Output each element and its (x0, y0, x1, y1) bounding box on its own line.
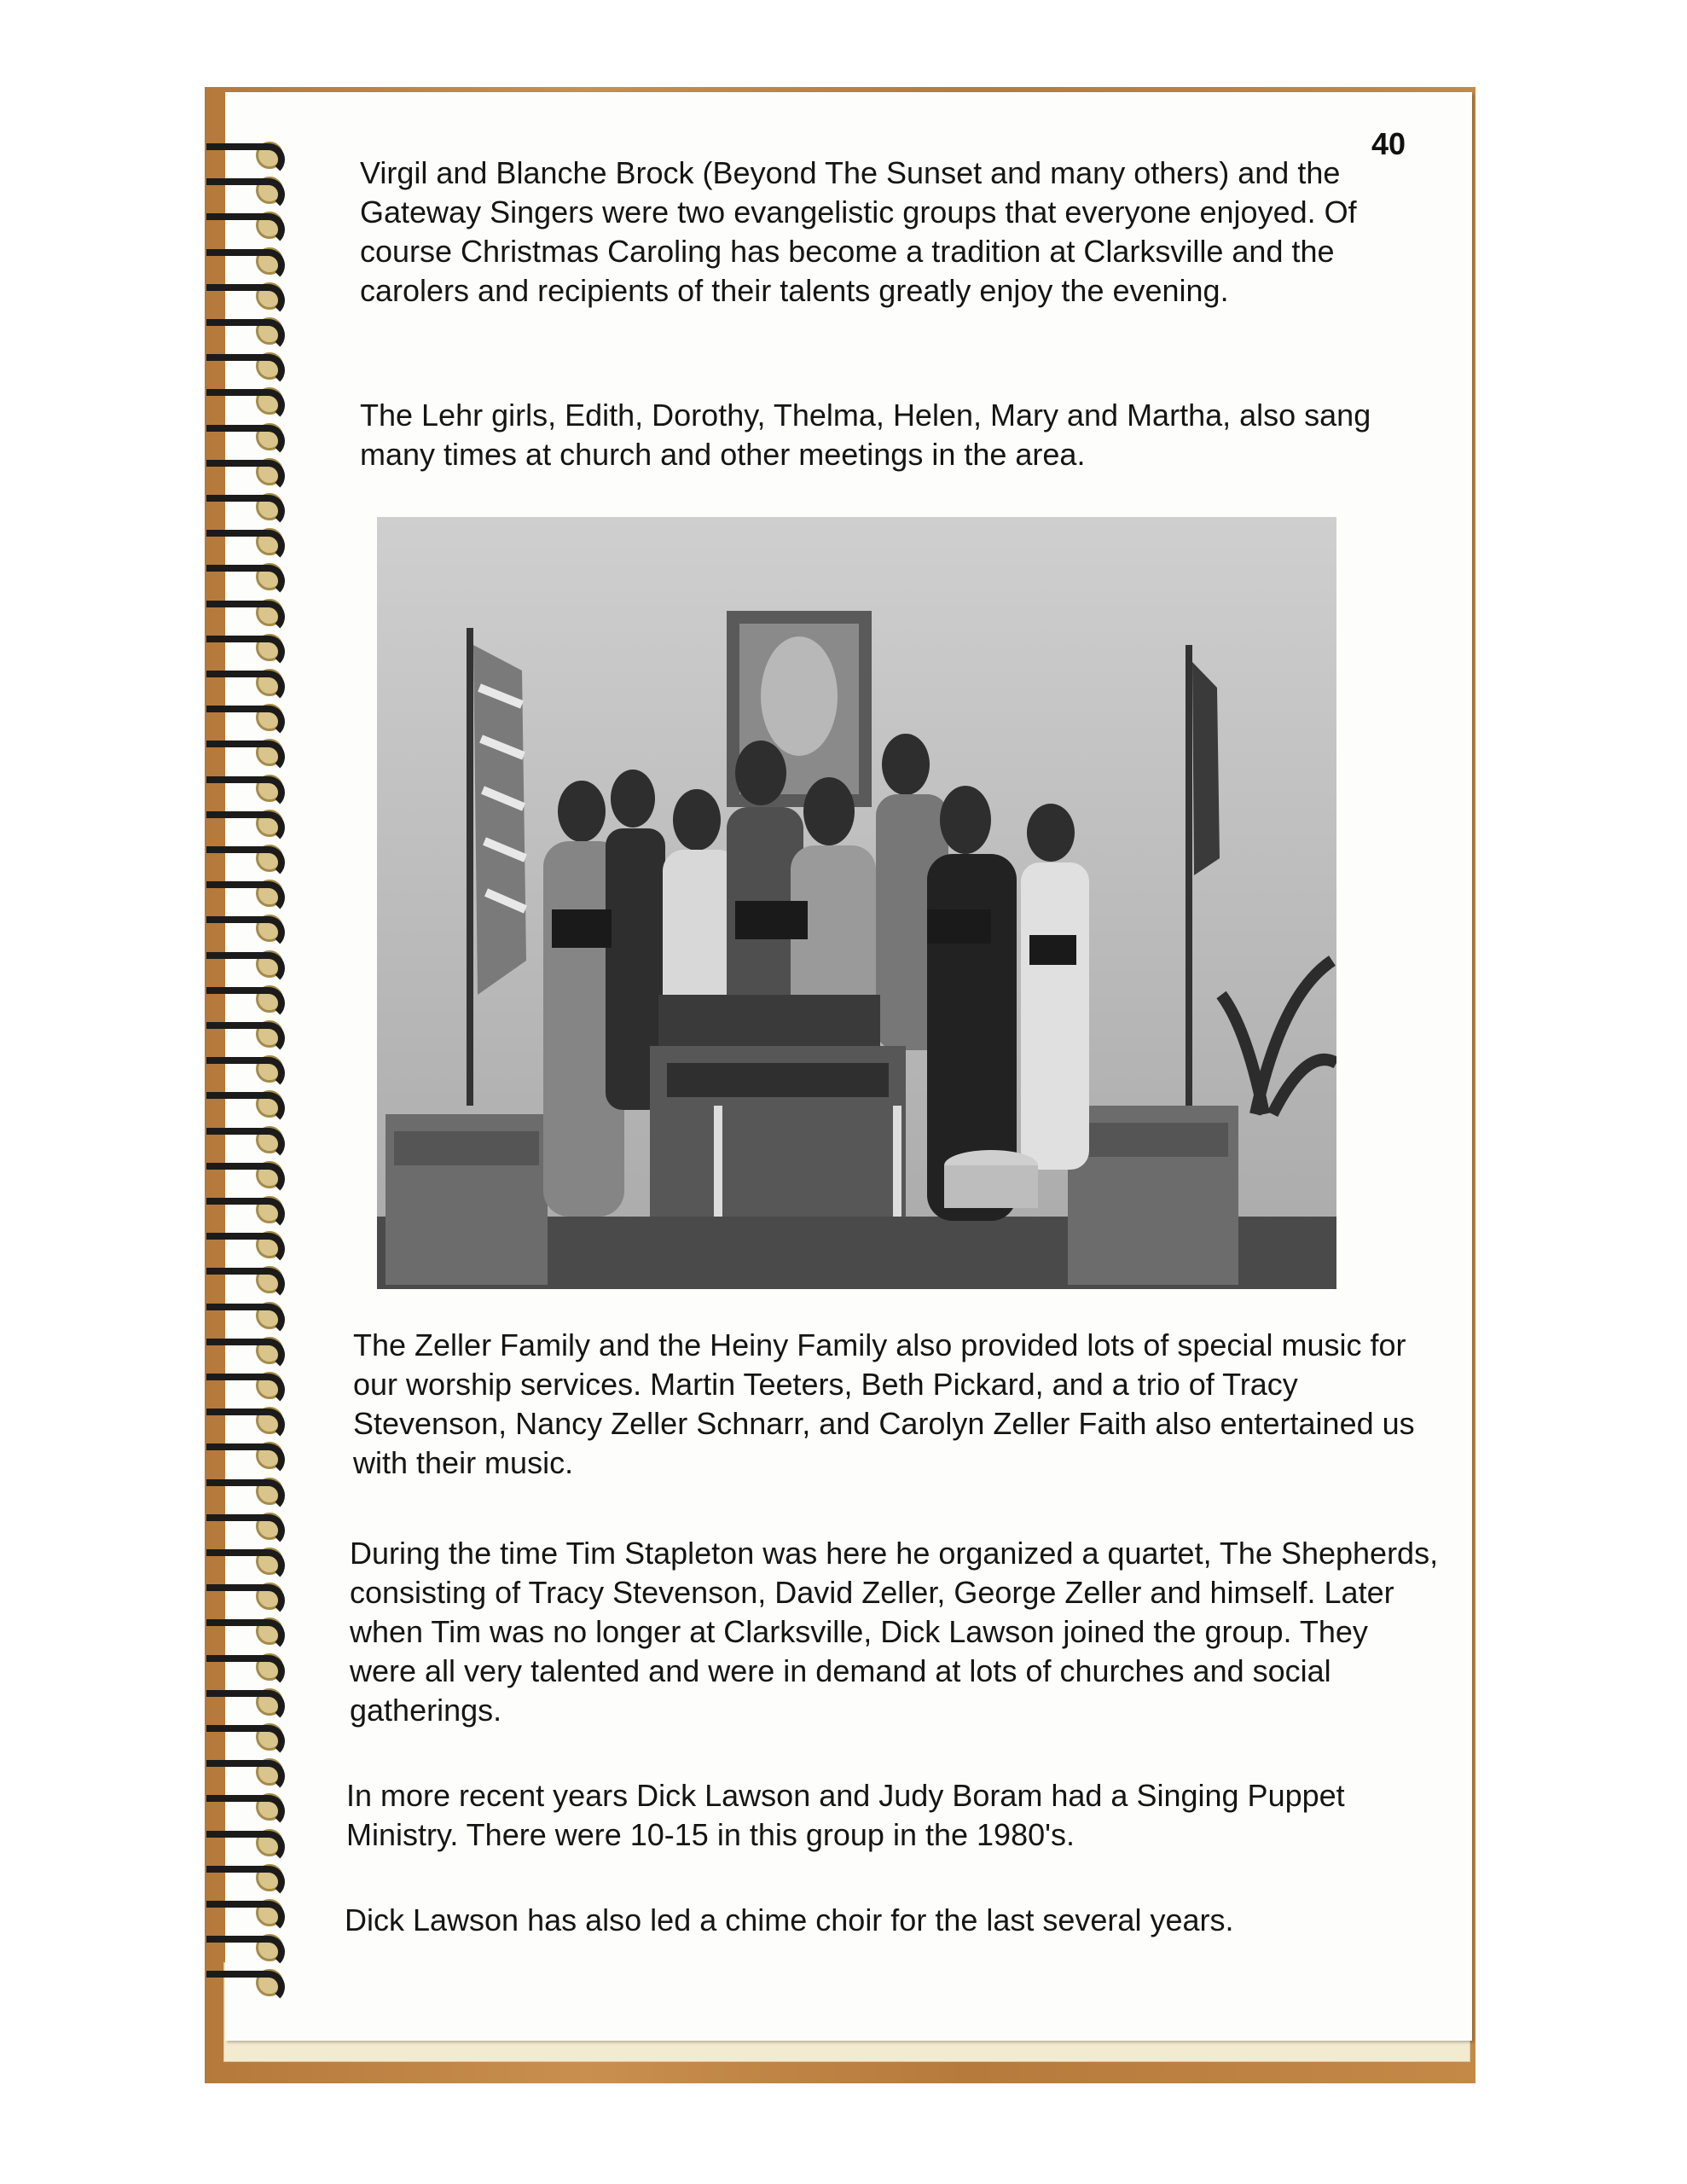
spiral-coil (203, 1437, 285, 1471)
spiral-coil (203, 594, 285, 628)
paragraph-chime-choir: Dick Lawson has also led a chime choir for the last several years. (345, 1902, 1234, 1937)
spiral-coil (203, 980, 285, 1014)
spiral-binding (203, 136, 297, 2013)
spiral-coil (203, 1648, 285, 1682)
spiral-coil (203, 874, 285, 909)
spiral-coil (203, 664, 285, 698)
paragraph-evangelistic-groups: Virgil and Blanche Brock (Beyond The Sunset and many others) and the Gateway Singers were two evangelistic groups that everyone enjoyed. Of course Christmas Caroling has become a tradition at Clarksville and the carolers and recipients of their talents greatly enjoy the evening. (360, 155, 1357, 308)
spiral-coil (203, 1367, 285, 1401)
spiral-coil (203, 453, 285, 487)
spiral-coil (203, 909, 285, 944)
spiral-coil (203, 523, 285, 557)
spiral-coil (203, 1859, 285, 1893)
spiral-coil (203, 558, 285, 592)
photo-illustration (377, 517, 1336, 1289)
spiral-coil (203, 206, 285, 241)
spiral-coil (203, 804, 285, 839)
spiral-coil (203, 347, 285, 381)
spiral-coil (203, 699, 285, 733)
spiral-coil (203, 945, 285, 979)
spiral-coil (203, 1894, 285, 1928)
group-singing-photo (377, 517, 1336, 1289)
spiral-coil (203, 734, 285, 768)
spiral-coil (203, 418, 285, 452)
spiral-coil (203, 1085, 285, 1119)
spiral-coil (203, 171, 285, 206)
spiral-coil (203, 1402, 285, 1436)
spiral-coil (203, 1121, 285, 1155)
spiral-coil (203, 1542, 285, 1577)
spiral-coil (203, 1472, 285, 1507)
spiral-coil (203, 1964, 285, 1998)
spiral-coil (203, 1297, 285, 1331)
book-page (225, 92, 1472, 2041)
spiral-coil (203, 1507, 285, 1542)
spiral-coil (203, 1753, 285, 1787)
spiral-coil (203, 1261, 285, 1295)
spiral-coil (203, 242, 285, 276)
spiral-coil (203, 1226, 285, 1260)
spiral-coil (203, 382, 285, 416)
spiral-coil (203, 1612, 285, 1647)
spiral-coil (203, 1191, 285, 1225)
spiral-coil (203, 770, 285, 804)
spiral-coil (203, 1683, 285, 1717)
spiral-coil (203, 1929, 285, 1963)
paragraph-the-shepherds-quartet: During the time Tim Stapleton was here he organized a quartet, The Shepherds, consisting of Tracy Stevenson, David Zeller, George Zeller and himself. Later when Tim was no longer at Clarksville, Dick Lawson joined the group. They were all very talented and were in demand at lots of churches and social gatherings. (350, 1536, 1439, 1728)
spiral-coil (203, 488, 285, 522)
spiral-coil (203, 839, 285, 874)
spiral-coil (203, 1788, 285, 1822)
spiral-coil (203, 312, 285, 346)
paragraph-singing-puppet-ministry: In more recent years Dick Lawson and Judy Boram had a Singing Puppet Ministry. There were 10-15 in this group in the 1980's. (346, 1778, 1345, 1852)
binding-wire (206, 1971, 285, 2003)
spiral-coil (203, 1156, 285, 1190)
spiral-coil (203, 277, 285, 311)
spiral-coil (203, 629, 285, 663)
paragraph-lehr-girls: The Lehr girls, Edith, Dorothy, Thelma, Helen, Mary and Martha, also sang many times at church and other meetings in the area. (360, 398, 1371, 472)
spiral-coil (203, 1718, 285, 1752)
spiral-coil (203, 1577, 285, 1612)
paragraph-zeller-heiny-families: The Zeller Family and the Heiny Family also provided lots of special music for our worship services. Martin Teeters, Beth Pickard, and a trio of Tracy Stevenson, Nancy Zeller Schnarr, and Carolyn Zeller Faith also entertained us with their music. (353, 1327, 1415, 1480)
page-number: 40 (1371, 126, 1406, 161)
spiral-coil (203, 1050, 285, 1084)
spiral-coil (203, 1824, 285, 1858)
spiral-coil (203, 1015, 285, 1049)
spiral-coil (203, 136, 285, 171)
spiral-coil (203, 1332, 285, 1366)
